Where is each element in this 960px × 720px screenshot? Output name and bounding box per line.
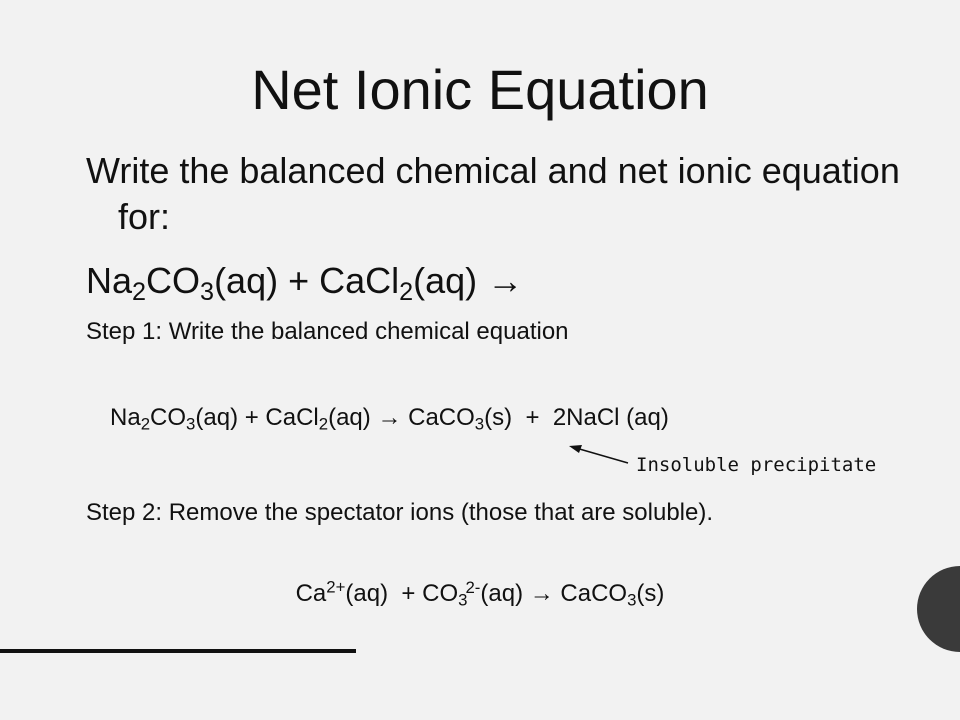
subscript: 2 <box>318 414 329 434</box>
intro-text: Write the balanced chemical and net ionic equation for: <box>86 150 900 237</box>
subscript: 2 <box>399 278 414 307</box>
net-ionic-equation <box>0 578 960 610</box>
precipitate-label: Insoluble precipitate <box>636 454 877 476</box>
subscript: 3 <box>474 414 485 434</box>
subscript: 3 <box>627 590 637 610</box>
subscript: 3 <box>200 278 215 307</box>
text: Ca <box>295 580 327 607</box>
subscript: 3 <box>186 414 196 434</box>
text: Na <box>110 404 141 431</box>
subscript: 3 <box>458 590 468 610</box>
text: (aq) → <box>413 260 524 301</box>
text: CO <box>150 404 187 431</box>
reactants-line <box>86 258 524 307</box>
text: CO <box>146 260 201 301</box>
text: (aq) + CaCl <box>195 404 319 431</box>
balanced-equation <box>110 402 669 434</box>
subscript: 2 <box>132 278 147 307</box>
text: (aq) + CaCl <box>214 260 400 301</box>
text: Na <box>86 260 133 301</box>
text: (aq) + CO <box>345 580 459 607</box>
text: (s) + 2NaCl (aq) <box>484 404 669 431</box>
superscript: 2- <box>465 577 481 597</box>
superscript: 2+ <box>326 577 346 597</box>
text: (aq) → CaCO <box>328 404 475 431</box>
text: (s) <box>636 580 665 607</box>
text: (aq) → CaCO <box>480 580 628 607</box>
step-1: Step 1: Write the balanced chemical equation <box>86 318 569 345</box>
step-2: Step 2: Remove the spectator ions (those that are soluble). <box>86 499 714 526</box>
decorative-rule <box>0 649 356 653</box>
subscript: 2 <box>140 414 151 434</box>
slide-title: Net Ionic Equation <box>251 58 709 121</box>
